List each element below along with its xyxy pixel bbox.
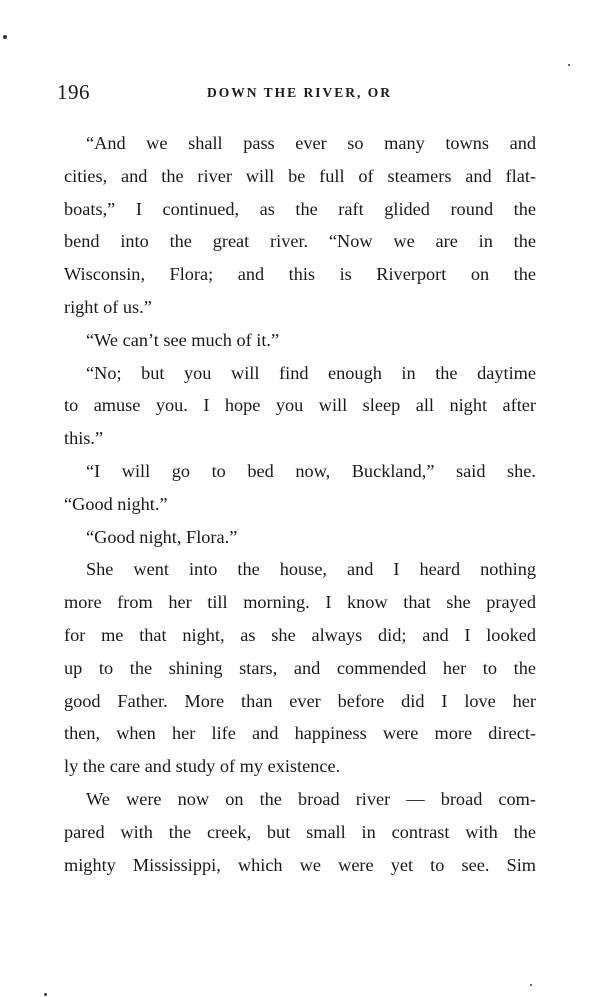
scan-speck xyxy=(568,64,570,66)
text-line: pared with the creek, but small in contrast with the xyxy=(64,821,536,842)
text-line: bend into the great river. “Now we are in the xyxy=(64,231,536,252)
page-body xyxy=(64,127,536,881)
page-header xyxy=(57,80,537,104)
text-line: ly the care and study of my existence. xyxy=(64,756,341,777)
text-line: for me that night, as she always did; and I looked xyxy=(64,624,536,645)
text-line: boats,” I continued, as the raft glided round the xyxy=(64,198,536,219)
text-line: “No; but you will find enough in the daytime xyxy=(86,362,536,383)
page-number: 196 xyxy=(57,80,90,104)
text-line: mighty Mississippi, which we were yet to see. Sim xyxy=(64,854,536,875)
text-line: “Good night.” xyxy=(64,493,168,514)
text-line: “I will go to bed now, Buckland,” said she. xyxy=(86,460,536,481)
scan-speck xyxy=(3,35,7,39)
text-line: good Father. More than ever before did I love her xyxy=(64,690,536,711)
text-line: this.” xyxy=(64,428,104,449)
scan-speck xyxy=(44,993,47,996)
text-line: We were now on the broad river — broad com- xyxy=(86,788,536,809)
text-line: then, when her life and happiness were more direct- xyxy=(64,723,536,744)
text-line: She went into the house, and I heard nothing xyxy=(86,559,536,580)
text-line: more from her till morning. I know that she prayed xyxy=(64,592,536,613)
text-line: up to the shining stars, and commended her to the xyxy=(64,657,536,678)
text-line: “Good night, Flora.” xyxy=(86,526,238,547)
text-line: cities, and the river will be full of steamers and flat- xyxy=(64,165,536,186)
text-line: Wisconsin, Flora; and this is Riverport on the xyxy=(64,264,536,285)
text-line: “And we shall pass ever so many towns and xyxy=(86,133,536,153)
text-line: “We can’t see much of it.” xyxy=(86,329,280,350)
text-line: to amuse you. I hope you will sleep all night after xyxy=(64,395,536,416)
running-head: DOWN THE RIVER, OR xyxy=(207,85,393,100)
scan-speck xyxy=(530,984,532,986)
text-line: right of us.” xyxy=(64,296,152,317)
